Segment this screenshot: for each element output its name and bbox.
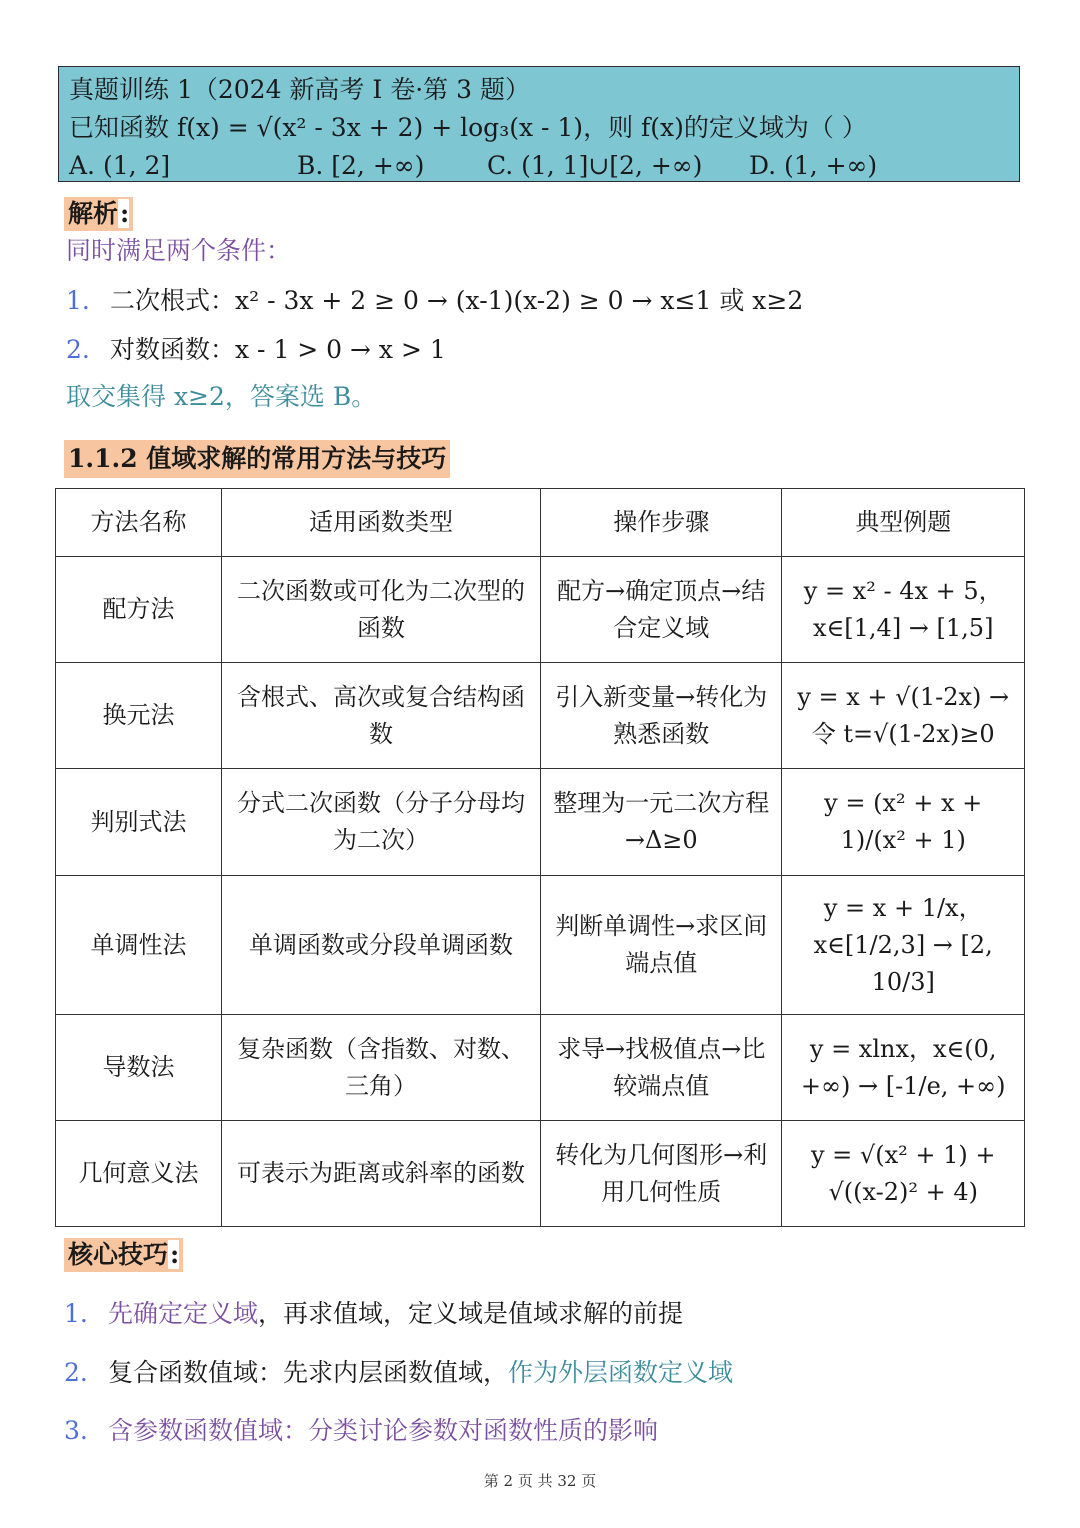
cell-example: y = x² - 4x + 5，x∈[1,4] → [1,5] (782, 557, 1025, 663)
option-a: A. (1, 2] (69, 151, 171, 180)
analysis-item-2: 2. 对数函数：x - 1 > 0 → x > 1 (66, 335, 446, 364)
cell-example: y = x + √(1-2x) → 令 t=√(1-2x)≥0 (782, 663, 1025, 769)
cell-method: 判别式法 (56, 769, 222, 876)
core-label: 核心技巧: (64, 1238, 183, 1272)
cell-applicable: 二次函数或可化为二次型的函数 (222, 557, 541, 663)
problem-box (58, 66, 1020, 182)
cell-method: 单调性法 (56, 876, 222, 1015)
header-method: 方法名称 (56, 489, 222, 557)
cell-method: 导数法 (56, 1015, 222, 1121)
table-row (56, 876, 1025, 1015)
header-steps: 操作步骤 (541, 489, 782, 557)
core-tip-1: 1. 先确定定义域，再求值域，定义域是值域求解的前提 (64, 1299, 684, 1328)
core-tip-2: 2. 复合函数值域：先求内层函数值域，作为外层函数定义域 (64, 1358, 734, 1387)
problem-options (69, 147, 1009, 185)
core-tip-3: 3. 含参数函数值域：分类讨论参数对函数性质的影响 (64, 1416, 659, 1445)
analysis-item-1: 1. 二次根式：x² - 3x + 2 ≥ 0 → (x-1)(x-2) ≥ 0 → x≤1 或 x≥2 (66, 286, 804, 315)
section-title: 1.1.2 值域求解的常用方法与技巧 (64, 440, 450, 478)
table-header-row (56, 489, 1025, 557)
cell-steps: 转化为几何图形→利用几何性质 (541, 1121, 782, 1227)
cell-method: 几何意义法 (56, 1121, 222, 1227)
cell-example: y = xlnx，x∈(0, +∞) → [-1/e, +∞) (782, 1015, 1025, 1121)
table-row (56, 769, 1025, 876)
page-footer: 第 2 页 共 32 页 (483, 1472, 597, 1490)
cell-steps: 求导→找极值点→比较端点值 (541, 1015, 782, 1121)
analysis-intro: 同时满足两个条件： (66, 236, 292, 265)
problem-question: 已知函数 f(x) = √(x² - 3x + 2) + log₃(x - 1)，则 f(x)的定义域为（ ） (69, 113, 867, 142)
cell-method: 配方法 (56, 557, 222, 663)
option-c: C. (1, 1]∪[2, +∞) (487, 151, 703, 180)
cell-method: 换元法 (56, 663, 222, 769)
table-row (56, 663, 1025, 769)
cell-steps: 配方→确定顶点→结合定义域 (541, 557, 782, 663)
option-d: D. (1, +∞) (749, 151, 878, 180)
cell-applicable: 单调函数或分段单调函数 (222, 876, 541, 1015)
problem-title: 真题训练 1（2024 新高考 I 卷·第 3 题） (69, 75, 530, 104)
analysis-conclusion: 取交集得 x≥2，答案选 B。 (66, 382, 377, 411)
cell-applicable: 含根式、高次或复合结构函数 (222, 663, 541, 769)
cell-steps: 判断单调性→求区间端点值 (541, 876, 782, 1015)
header-applicable: 适用函数类型 (222, 489, 541, 557)
cell-applicable: 复杂函数（含指数、对数、三角） (222, 1015, 541, 1121)
methods-table (55, 488, 1025, 1227)
option-b: B. [2, +∞) (297, 151, 425, 180)
cell-example: y = (x² + x + 1)/(x² + 1) (782, 769, 1025, 876)
table-row (56, 557, 1025, 663)
cell-applicable: 可表示为距离或斜率的函数 (222, 1121, 541, 1227)
analysis-label: 解析: (64, 197, 133, 231)
cell-example: y = √(x² + 1) + √((x-2)² + 4) (782, 1121, 1025, 1227)
cell-applicable: 分式二次函数（分子分母均为二次） (222, 769, 541, 876)
table-row (56, 1015, 1025, 1121)
header-example: 典型例题 (782, 489, 1025, 557)
cell-steps: 整理为一元二次方程→Δ≥0 (541, 769, 782, 876)
cell-example: y = x + 1/x，x∈[1/2,3] → [2, 10/3] (782, 876, 1025, 1015)
cell-steps: 引入新变量→转化为熟悉函数 (541, 663, 782, 769)
table-row (56, 1121, 1025, 1227)
